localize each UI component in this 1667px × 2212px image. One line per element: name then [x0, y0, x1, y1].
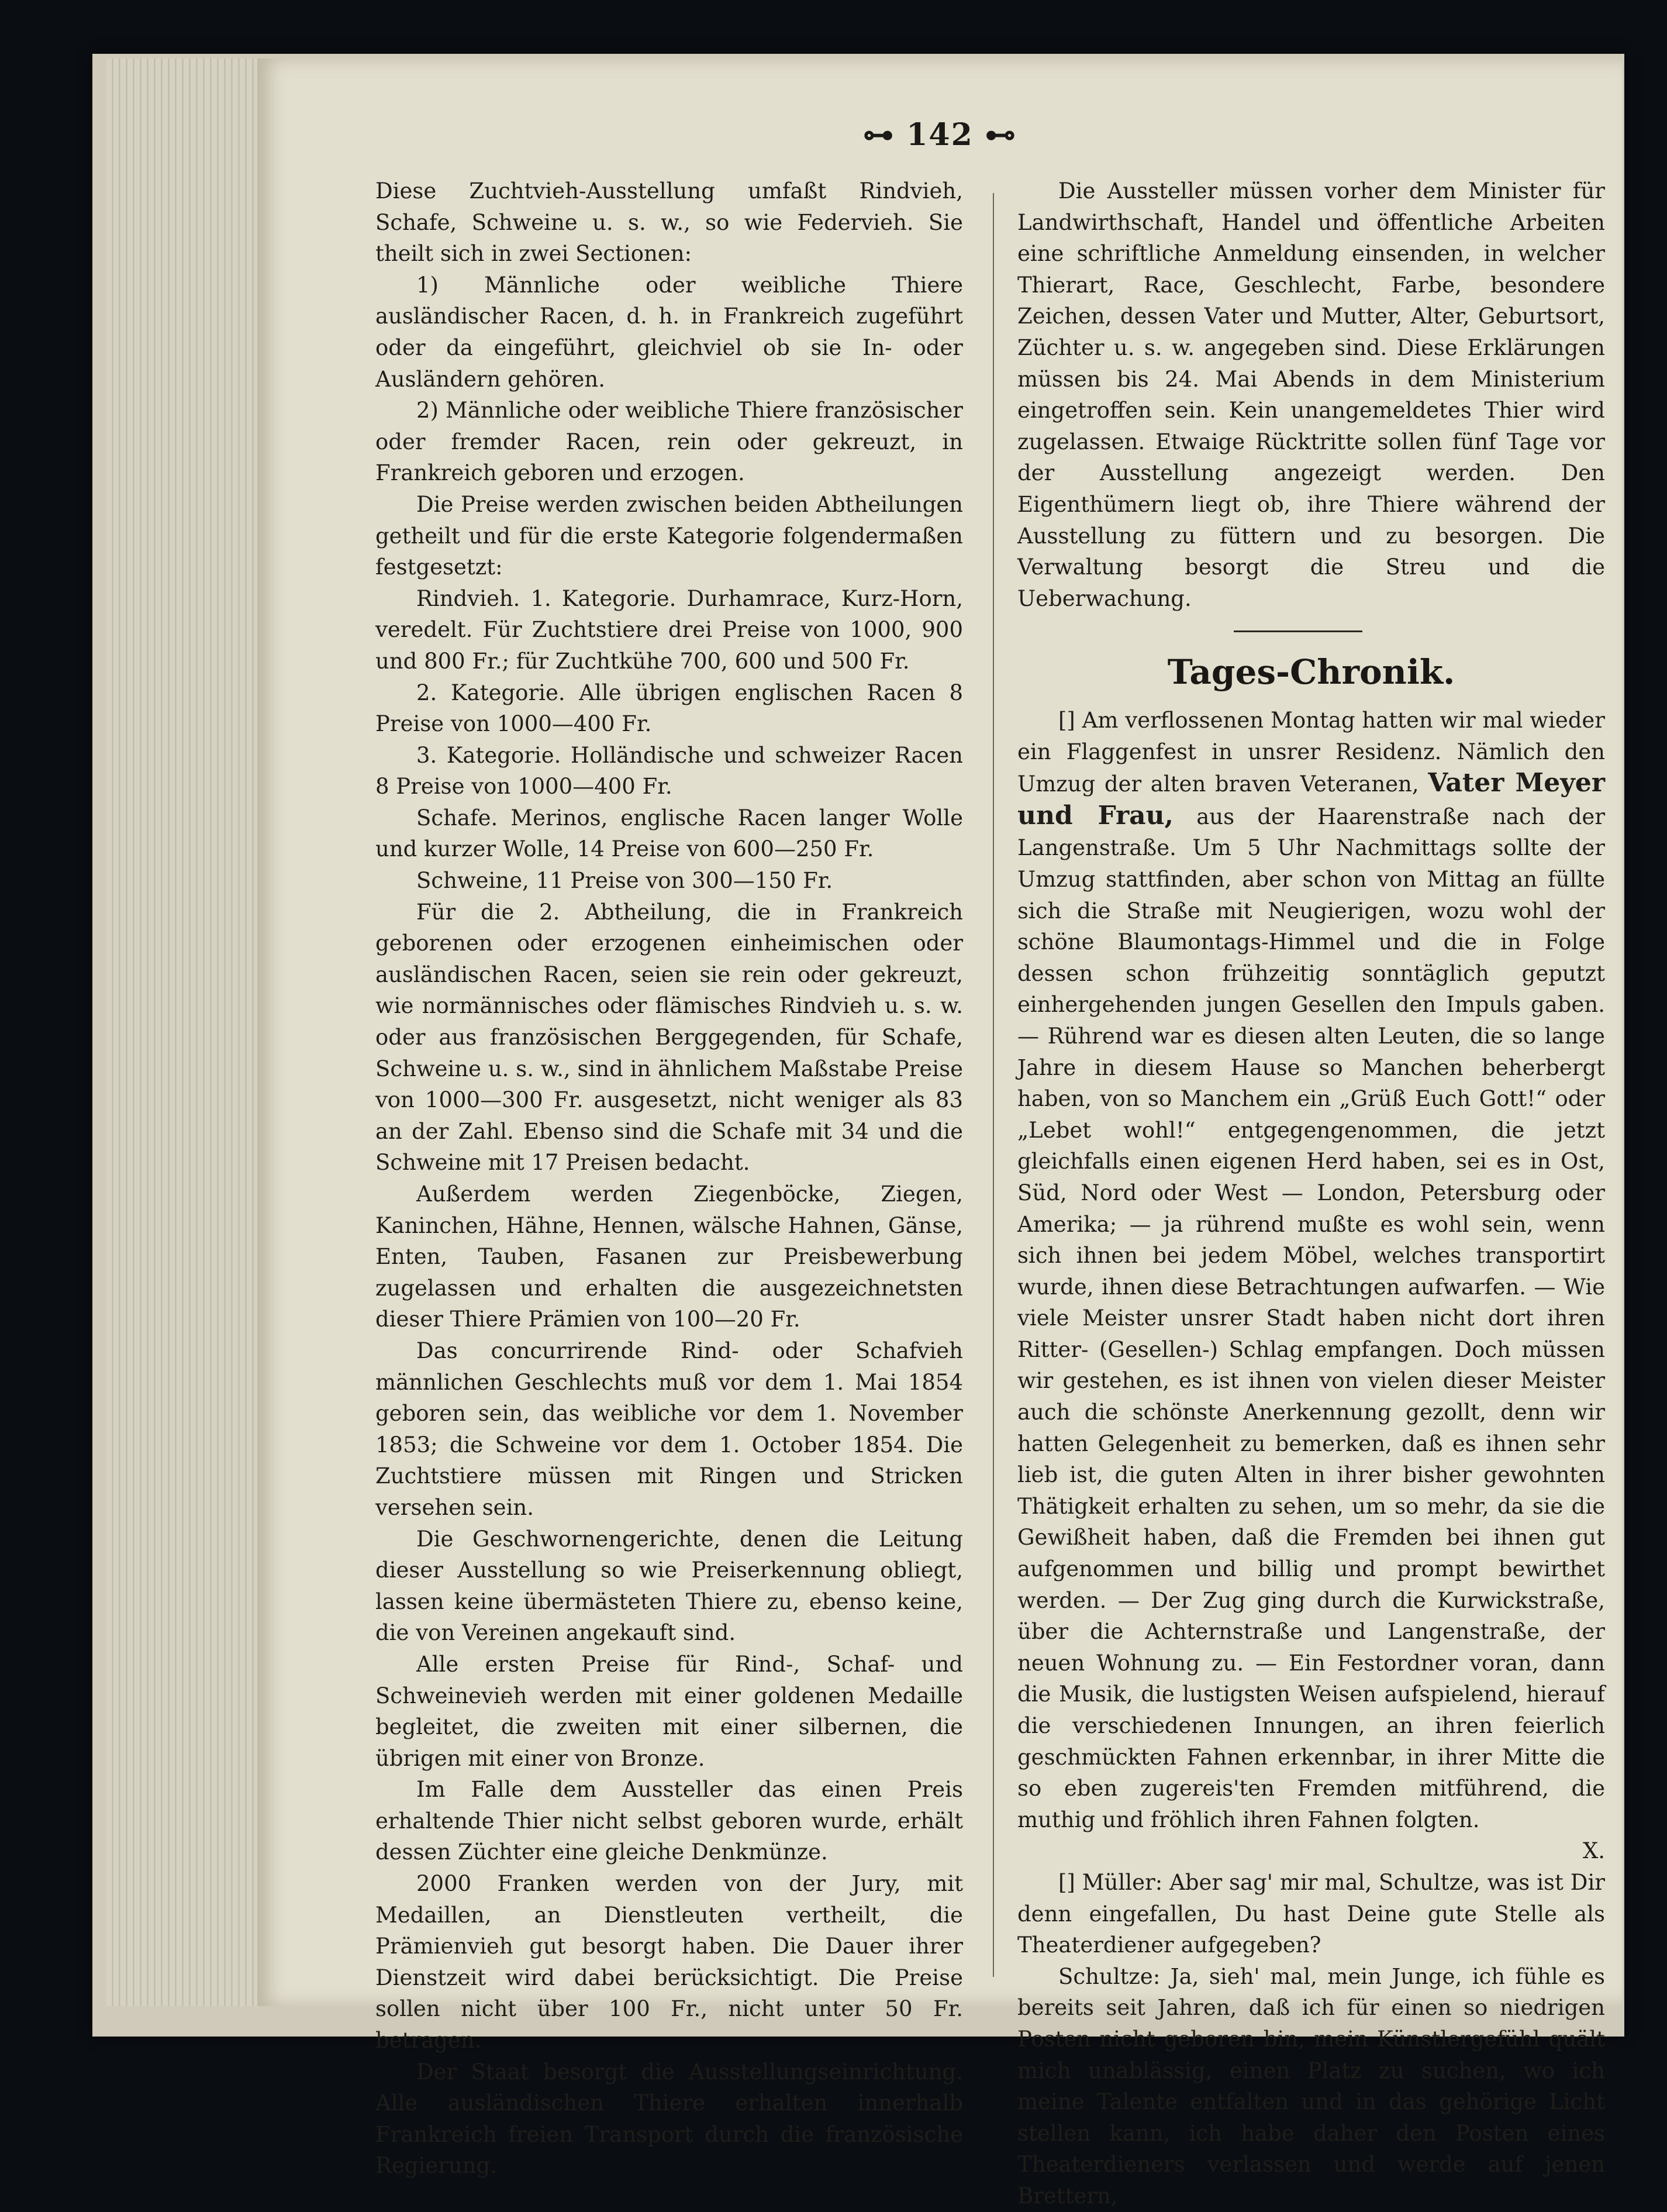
paragraph: Der Staat besorgt die Ausstellungseinrichtung. Alle ausländischen Thiere erhalten innerhalb Frankreich freien Transport durch die französische Regierung. — [375, 2059, 963, 2179]
paragraph: Die Aussteller müssen vorher dem Minister für Landwirthschaft, Handel und öffentliche Arbeiten eine schriftliche Anmeldung einsenden, in welcher Thierart, Race, Geschlecht, Farbe, besondere Zeichen, dessen Vater und Mutter, Alter, Geburtsort, Züchter u. s. w. angegeben sind. Diese Erklärungen müssen bis 24. Mai Abends in dem Ministerium eingetroffen sein. Kein unangemeldetes Thier wird zugelassen. Etwaige Rücktritte sollen fünf Tage vor der Ausstellung angezeigt werden. Den Eigenthümern liegt ob, ihre Thiere während der Ausstellung zu füttern und zu besorgen. Die Verwaltung besorgt die Streu und die Ueberwachung. — [1017, 178, 1605, 611]
paragraph: 2. Kategorie. Alle übrigen englischen Racen 8 Preise von 1000—400 Fr. — [375, 680, 963, 737]
chronik-paragraph — [1017, 705, 1605, 1867]
paragraph: 2000 Franken werden von der Jury, mit Medaillen, an Dienstleuten vertheilt, die Prämienvieh gut besorgt haben. Die Dauer ihrer Dienstzeit wird dabei berücksichtigt. Die Preise sollen nicht über 100 Fr., nicht unter 50 Fr. betragen. — [375, 1871, 963, 2053]
chronik-column — [1017, 705, 1605, 2212]
paragraph: 2) Männliche oder weibliche Thiere französischer oder fremder Racen, rein oder gekreuzt, in Frankreich geboren und erzogen. — [375, 398, 963, 486]
paragraph: Schweine, 11 Preise von 300—150 Fr. — [416, 868, 833, 894]
newspaper-page — [257, 58, 1623, 2208]
paragraph: Die Geschwornengerichte, denen die Leitung dieser Ausstellung so wie Preiserkennung obliegt, lassen keine übermästeten Thiere zu, ebenso keine, die von Vereinen angekauft sind. — [375, 1526, 963, 1646]
column-divider — [993, 193, 994, 1977]
paragraph: Rindvieh. 1. Kategorie. Durhamrace, Kurz-Horn, veredelt. Für Zuchtstiere drei Preise von 1000, 900 und 800 Fr.; für Zuchtkühe 700, 600 und 500 Fr. — [375, 585, 963, 674]
paragraph: Für die 2. Abtheilung, die in Frankreich geborenen oder erzogenen einheimischen oder ausländischen Racen, seien sie rein oder gekreuzt, wie normännisches oder flämisches Rindvieh u. s. w. oder aus französischen Berggegenden, für Schafe, Schweine u. s. w., sind in ähnlichem Maßstabe Preise von 1000—300 Fr. ausgesetzt, nicht weniger als 83 an der Zahl. Ebenso sind die Schafe mit 34 und die Schweine mit 17 Preisen bedacht. — [375, 899, 963, 1176]
page-edges — [106, 58, 265, 2006]
chronik-bold-name: Vater Meyer und Frau, — [1017, 768, 1605, 831]
chronik-paragraph: [] Müller: Aber sag' mir mal, Schultze, was ist Dir denn eingefallen, Du hast Deine gute Stelle als Theaterdiener aufgegeben? — [1017, 1869, 1605, 1958]
paragraph: 1) Männliche oder weibliche Thiere ausländischer Racen, d. h. in Frankreich zugeführt oder da eingeführt, gleichviel ob sie In- oder Ausländern gehören. — [375, 272, 963, 392]
chronik-paragraph: Schultze: Ja, sieh' mal, mein Junge, ich fühle es bereits seit Jahren, daß ich für einen so niedrigen Posten nicht geboren bin, mein Künstlergefühl quält mich unablässig, einen Platz zu suchen, wo ich meine Talente entfalten und in das gehörige Licht stellen kann, ich habe daher den Posten eines Theaterdieners verlassen und werde auf jenen Brettern, — [1017, 1963, 1605, 2208]
signature: X. — [1582, 1838, 1605, 1864]
page-number-text: 142 — [906, 117, 974, 153]
paragraph: 3. Kategorie. Holländische und schweizer Racen 8 Preise von 1000—400 Fr. — [375, 742, 963, 800]
paragraph: Die Preise werden zwischen beiden Abtheilungen getheilt und für die erste Kategorie folgendermaßen festgesetzt: — [375, 491, 963, 580]
left-column — [375, 175, 963, 2182]
chronik-text: aus der Haarenstraße nach der Langenstraße. Um 5 Uhr Nachmittags sollte der Umzug stattfinden, aber schon von Mittag an füllte sich die Straße mit Neugierigen, wozu wohl der schöne Blaumontags-Himmel und die in Folge dessen schon frühzeitig sonntäglich geputzt einhergehenden jungen Gesellen den Impuls gaben. — Rührend war es diesen alten Leuten, die so lange Jahre in diesem Hause so Manchen beherbergt haben, von so Manchem ein „Grüß Euch Gott!“ oder „Lebet wohl!“ entgegengenommen, die jetzt gleichfalls einen eigenen Herd haben, sei es in Ost, Süd, Nord oder West — London, Petersburg oder Amerika; — ja rührend mußte es wohl sein, wenn sich ihnen bei jedem Möbel, welches transportirt wurde, ihnen diese Betrachtungen aufwarfen. — Wie viele Meister unsrer Stadt haben nicht dort ihren Ritter- (Gesellen-) Schlag empfangen. Doch müssen wir gestehen, es ist ihnen von vielen dieser Meister auch die schönste Anerkennung gezollt, denn wir hatten Gelegenheit zu bemerken, daß es ihnen sehr lieb ist, die guten Alten in ihrer bisher gewohnten Thätigkeit erhalten zu sehen, um so mehr, da sie die Gewißheit haben, daß die Fremden bei ihnen gut aufgenommen und billig und prompt bewirthet werden. — Der Zug ging durch die Kurwickstraße, über die Achternstraße und Langenstraße, der neuen Wohnung zu. — Ein Festordner voran, dann die Musik, die lustigsten Weisen aufspielend, hierauf die verschiedenen Innungen, an ihren feierlich geschmückten Fahnen erkennbar, in ihrer Mitte die so eben zugereis'ten Fremden mitführend, die muthig und fröhlich ihren Fahnen folgten. — [1017, 804, 1606, 1832]
paragraph: Diese Zuchtvieh-Ausstellung umfaßt Rindvieh, Schafe, Schweine u. s. w., so wie Federvieh. Sie theilt sich in zwei Sectionen: — [375, 178, 963, 267]
page-number — [257, 117, 1623, 153]
paragraph: Im Falle dem Aussteller das einen Preis erhaltende Thier nicht selbst geboren wurde, erhält dessen Züchter eine gleiche Denkmünze. — [375, 1777, 963, 1865]
ornament-right-icon: ⊷ — [973, 117, 1017, 153]
right-column-top — [1017, 175, 1605, 614]
chronik-text: [] Am verflossenen Montag hatten wir mal wieder ein Flaggenfest in unsrer Residenz. Nämlich den Umzug der alten braven Veteranen, — [1017, 708, 1605, 797]
paragraph: Außerdem werden Ziegenböcke, Ziegen, Kaninchen, Hähne, Hennen, wälsche Hahnen, Gänse, Enten, Tauben, Fasanen zur Preisbewerbung zugelassen und erhalten die ausgezeichnetsten dieser Thiere Prämien von 100—20 Fr. — [375, 1181, 963, 1332]
section-rule — [1234, 630, 1362, 632]
ornament-left-icon: ⊶ — [863, 117, 907, 153]
section-heading: Tages-Chronik. — [1167, 652, 1455, 692]
paragraph: Schafe. Merinos, englische Racen langer Wolle und kurzer Wolle, 14 Preise von 600—250 Fr. — [375, 805, 963, 862]
paragraph: Alle ersten Preise für Rind-, Schaf- und Schweinevieh werden mit einer goldenen Medaille begleitet, die zweiten mit einer silbernen, die übrigen mit einer von Bronze. — [375, 1651, 963, 1771]
paragraph: Das concurrirende Rind- oder Schafvieh männlichen Geschlechts muß vor dem 1. Mai 1854 geboren sein, das weibliche vor dem 1. November 1853; die Schweine vor dem 1. October 1854. Die Zuchtstiere müssen mit Ringen und Stricken versehen sein. — [375, 1338, 963, 1520]
